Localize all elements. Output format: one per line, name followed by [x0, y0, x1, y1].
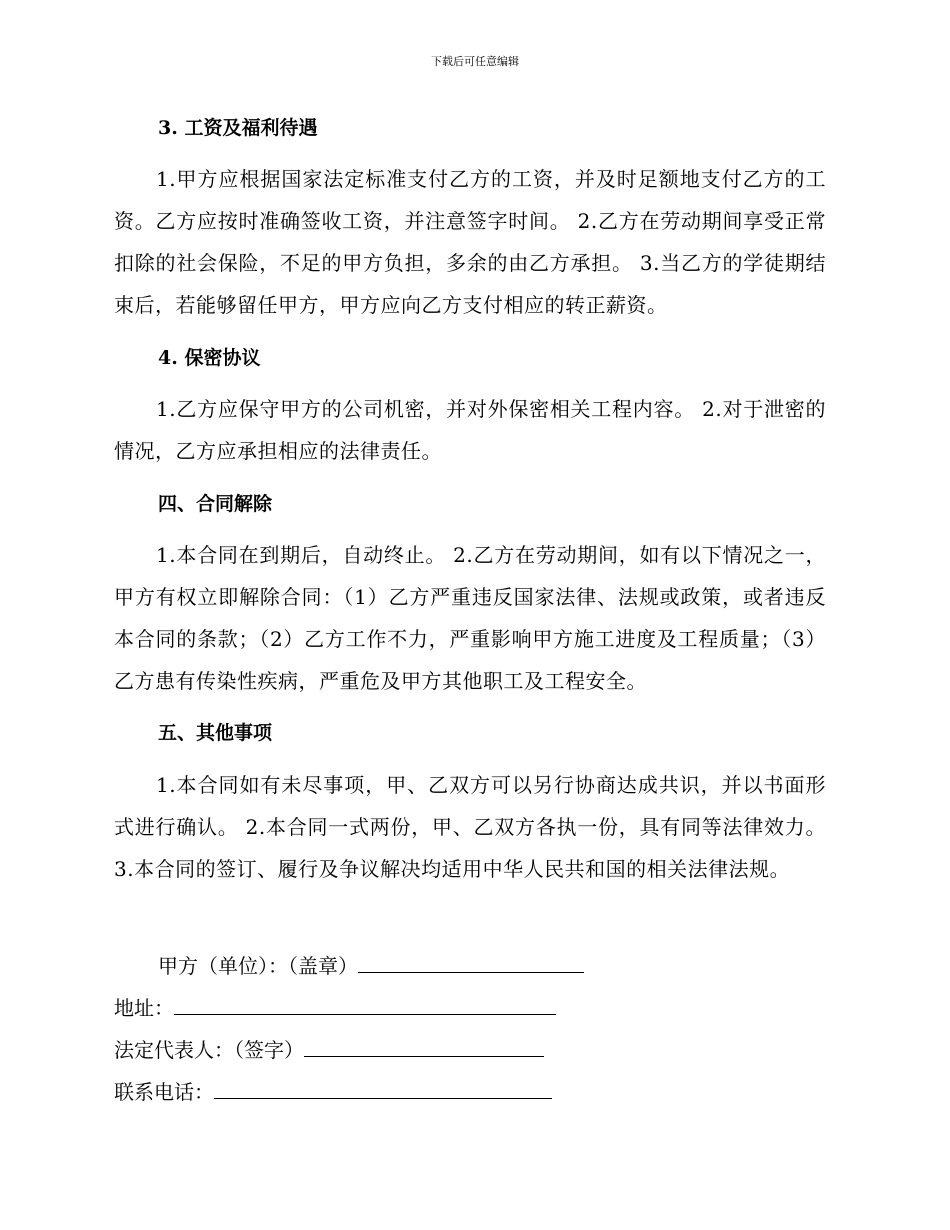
legal-rep-line	[114, 1034, 544, 1065]
page-header: 下载后可任意编辑	[431, 55, 519, 68]
phone-label: 联系电话：	[114, 1080, 214, 1104]
section-title-other-matters: 五、其他事项	[158, 722, 273, 744]
phone-line	[114, 1076, 552, 1107]
section-body-termination: 1.本合同在到期后，自动终止。 2.乙方在劳动期间，如有以下情况之一，甲方有权立即解除合同：（1）乙方严重违反国家法律、法规或政策，或者违反本合同的条款；（2）乙方工作不力，严重影响甲方施工进度及工程质量；（3）乙方患有传染性疾病，严重危及甲方其他职工及工程安全。	[114, 543, 826, 693]
party-a-label: 甲方（单位）：（盖章）	[158, 954, 358, 978]
section-title-confidentiality: 4. 保密协议	[158, 347, 261, 369]
section-body-confidentiality: 1.乙方应保守甲方的公司机密，并对外保密相关工程内容。 2.对于泄密的情况，乙方应承担相应的法律责任。	[114, 397, 826, 463]
legal-rep-label: 法定代表人：（签字）	[114, 1038, 304, 1062]
section-title-termination: 四、合同解除	[158, 493, 273, 515]
address-blank[interactable]	[174, 992, 556, 1015]
phone-blank[interactable]	[214, 1076, 552, 1099]
legal-rep-blank[interactable]	[304, 1034, 544, 1057]
party-a-signature-line	[158, 950, 584, 981]
address-line	[114, 992, 556, 1023]
section-body-other-matters: 1.本合同如有未尽事项，甲、乙双方可以另行协商达成共识，并以书面形式进行确认。 2.本合同一式两份，甲、乙双方各执一份，具有同等法律效力。 3.本合同的签订、履行及争议解决均适用中华人民共和国的相关法律法规。	[114, 773, 826, 881]
section-body-wages: 1.甲方应根据国家法定标准支付乙方的工资，并及时足额地支付乙方的工资。乙方应按时准确签收工资，并注意签字时间。 2.乙方在劳动期间享受正常扣除的社会保险，不足的甲方负担，多余的由乙方承担。 3.当乙方的学徒期结束后，若能够留任甲方，甲方应向乙方支付相应的转正薪资。	[114, 167, 826, 317]
party-a-blank[interactable]	[358, 950, 584, 973]
section-title-wages: 3. 工资及福利待遇	[158, 117, 318, 139]
address-label: 地址：	[114, 996, 174, 1020]
